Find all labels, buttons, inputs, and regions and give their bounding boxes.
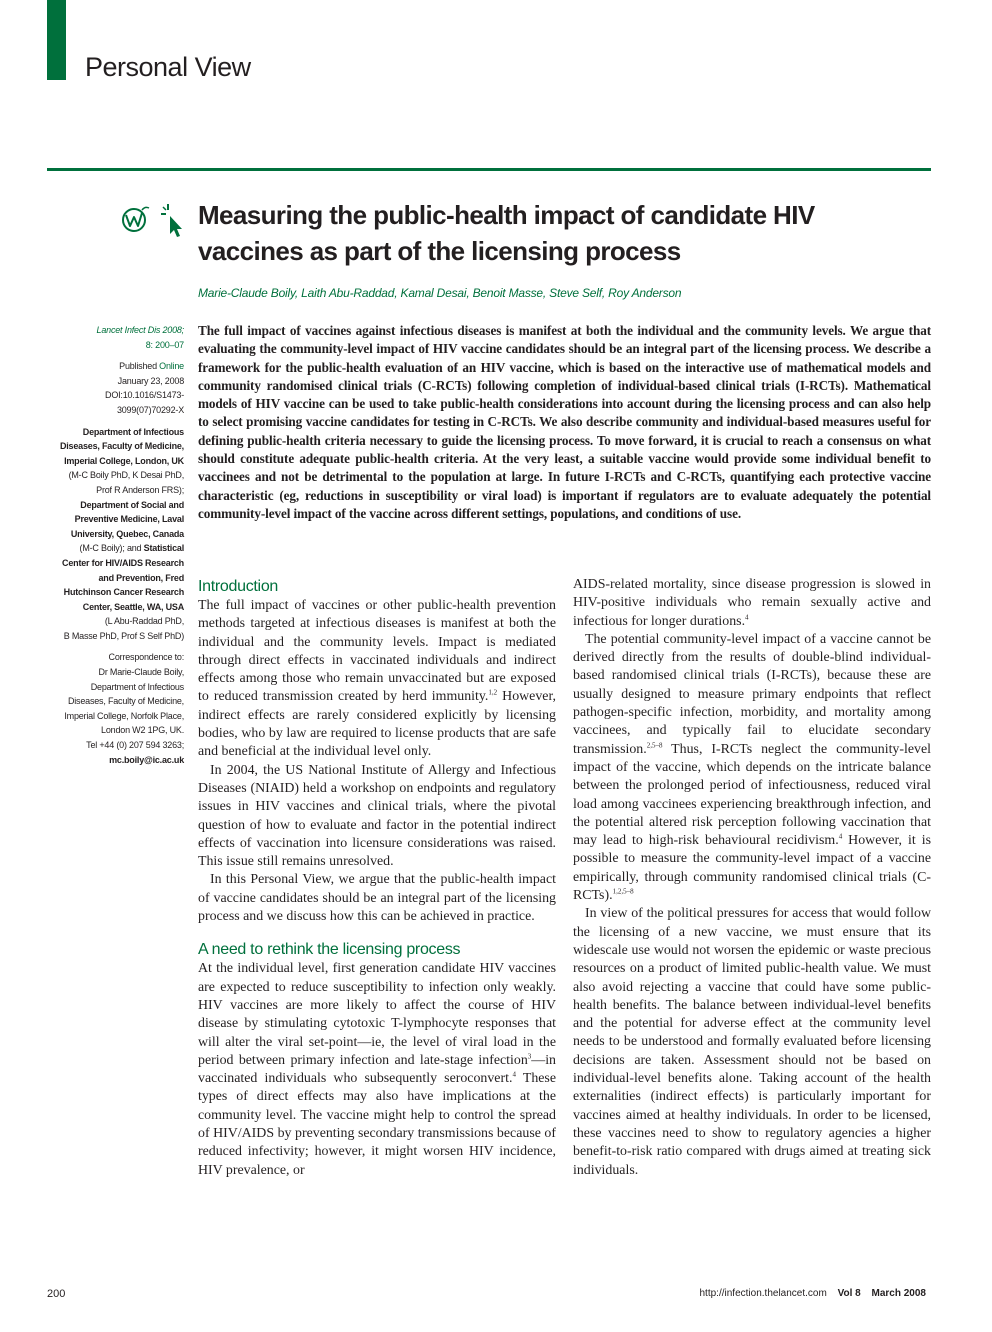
- journal-url[interactable]: http://infection.thelancet.com: [699, 1288, 827, 1299]
- footer-info: [700, 1288, 927, 1299]
- abstract: The full impact of vaccines against infectious diseases is manifest at both the individual and the community levels. We argue that evaluating the community-level impact of HIV vaccine candidates should be an integral part of the licensing process. We describe a framework for the public-health evaluation of an HIV vaccine, which is based on the interactive use of mathematical models and community randomised clinical trials (C-RCTs) following completion of individual-based clinical trials (I-RCTs). Mathematical models of HIV vaccine can be used to take public-health considerations into account during the licensing process and can also help to select promising vaccine candidates for testing in C-RCTs. We also describe community and individual-based measures useful for defining public-health criteria necessary to guide the licensing process. To move forward, it is crucial to reach a consensus on what should constitute adequate public-health criteria. At the very least, a suitable vaccine would provide some individual benefit to vaccinees and not be detrimental to the population at large. In future I-RCTs and C-RCTs, quantifying each protective vaccine characteristic (eg, reductions in susceptibility or viral load) is important if regulators are to evaluate adequately the potential community-level impact of the vaccine across different settings, populations, and conditions of use.: [198, 323, 931, 521]
- section-marker-bar: [47, 0, 66, 80]
- cursor-click-icon[interactable]: [161, 204, 182, 237]
- heading-rethink: A need to rethink the licensing process: [198, 941, 461, 959]
- paragraph: In 2004, the US National Institute of Allergy and Infectious Diseases (NIAID) held a workshop on endpoints and regulatory issues in HIV vaccines and clinical trials, where the pivotal question of how to evaluate and factor in the potential indirect effects of vaccination into licensure considerations was raised. This issue still remains unresolved.: [198, 762, 556, 870]
- publication-info: Published Online January 23, 2008 DOI:10.1016/S1473- 3099(07)70292-X: [40, 359, 184, 417]
- heading-introduction: Introduction: [198, 578, 279, 595]
- reference[interactable]: 1,2,5–8: [612, 887, 634, 896]
- volume: Vol 8: [837, 1288, 861, 1299]
- paragraph: In this Personal View, we argue that the public-health impact of vaccine candidates should be an integral part of the licensing process and we discuss how this can be achieved in practice.: [198, 872, 556, 925]
- online-link[interactable]: Online: [159, 361, 184, 372]
- article-authors: Marie-Claude Boily, Laith Abu-Raddad, Kamal Desai, Benoit Masse, Steve Self, Roy Anderson: [198, 286, 682, 300]
- citation: Lancet Infect Dis 2008; 8: 200–07: [96, 325, 184, 350]
- issue-date: March 2008: [871, 1288, 926, 1299]
- affiliations: Department of Infectious Diseases, Faculty of Medicine, Imperial College, London, UK (M-C Boily PhD, K Desai PhD, Prof R Anderson FRS); Department of Social and Preventive Medicine, Laval University, Quebec, Canada (M-C Boily); and Statistical Center for HIV/AIDS Research and Prevention, Fred Hutchinson Cancer Research Center, Seattle, WA, USA (L Abu-Raddad PhD, B Masse PhD, Prof S Self PhD): [59, 426, 184, 641]
- correspondence-email[interactable]: mc.boily@ic.ac.uk: [109, 754, 184, 765]
- paragraph: In view of the political pressures for access that would follow the licensing of a new vaccine, we must ensure that its widescale use would not worsen the epidemic or waste precious resources on a product of limited public-health value. We must also avoid rejecting a vaccine that could have some public-health benefits. The balance between individual-level benefits and the potential for adverse effect at the community level needs to be understood and formally evaluated before licensing decisions are taken. Assessment should not be based on individual-level benefits alone. Taking account of the health externalities (indirect effects) is particularly important for vaccines aimed at healthy individuals. In order to be licensed, these vaccines need to show to regulatory agencies a higher benefit-to-risk ratio compared with drugs aimed at treating sick individuals.: [573, 906, 931, 1178]
- reference[interactable]: 4: [512, 1070, 516, 1079]
- paragraph: AIDS-related mortality, since disease progression is slowed in HIV-positive individuals who remain sexually active and infectious for longer durations.$^4$: [573, 577, 931, 629]
- reference[interactable]: 4: [745, 612, 749, 621]
- body-column-left: [198, 576, 556, 1180]
- header-rule: [47, 168, 931, 171]
- page-number: 200: [47, 1288, 66, 1300]
- paragraph: At the individual level, first generation candidate HIV vaccines are expected to reduce susceptibility to infection only weakly. HIV vaccines are more likely to affect the course of HIV disease by stimulating cytotoxic T-lymphocyte responses that will alter the viral set-point—ie, the level of viral load in the period between primary infection and late-stage infection$^3$—in vaccinated individuals who subsequently seroconvert.$^4$ These types of direct effects may also have implications at the community level. The vaccine might help to control the spread of HIV/AIDS by preventing secondary transmissions because of reduced infectivity; however, it might worsen HIV incidence, HIV prevalence, or: [198, 961, 557, 1178]
- article-title: Measuring the public-health impact of candidate HIV vaccines as part of the licensing process: [198, 200, 815, 266]
- paragraph: The potential community-level impact of a vaccine cannot be derived directly from the results of double-blind individual-based randomised clinical trials (I-RCTs), because these are usually designed to measure primary endpoints that reflect pathogen-specific infection, morbidity, and mortality among vaccinees, and typically fail to elucidate secondary transmission.$^{2,5-8}$ Thus, I-RCTs neglect the community-level impact of the vaccine, which depends on the intricate balance between the prolonged period of infectiousness, reduced viral load among vaccinees experiencing breakthrough infection, and the potential altered risk perception following vaccination that may lead to high-risk behavioural recidivism.$^4$ However, it is possible to measure the community-level impact of a vaccine empirically, through community randomised clinical trials (C-RCTs).$^{1,2,5-8}$: [573, 631, 931, 904]
- doi-link[interactable]: DOI:10.1016/S1473-: [105, 390, 184, 401]
- correspondence: Correspondence to: Dr Marie-Claude Boily, Department of Infectious Diseases, Faculty of Medicine, Imperial College, Norfolk Place, London W2 1PG, UK. Tel +44 (0) 207 594 3263; mc.boily@ic.ac.uk: [40, 650, 184, 767]
- reference[interactable]: 2,5–8: [646, 741, 663, 750]
- reference[interactable]: 1,2: [488, 688, 498, 697]
- reference[interactable]: 3: [527, 1052, 532, 1061]
- body-column-right: [573, 576, 931, 1180]
- article-sidebar: [40, 323, 184, 774]
- web-extra-icons: [120, 200, 190, 240]
- section-title: Personal View: [85, 52, 251, 82]
- web-extra-icon[interactable]: [123, 207, 149, 231]
- paragraph: The full impact of vaccines or other public-health prevention methods targeted at infectious diseases is manifest at both the individual and the community levels. Impact is mediated through direct effects in vaccinated individuals and indirect effects among those who remain unvaccinated but are exposed to reduced transmission created by herd immunity.$^{1,2}$ However, indirect effects are rarely considered explicitly by licensing bodies, who by law are required to license products that are safe and beneficial at the individual level only.: [198, 598, 556, 760]
- reference[interactable]: 4: [838, 832, 843, 841]
